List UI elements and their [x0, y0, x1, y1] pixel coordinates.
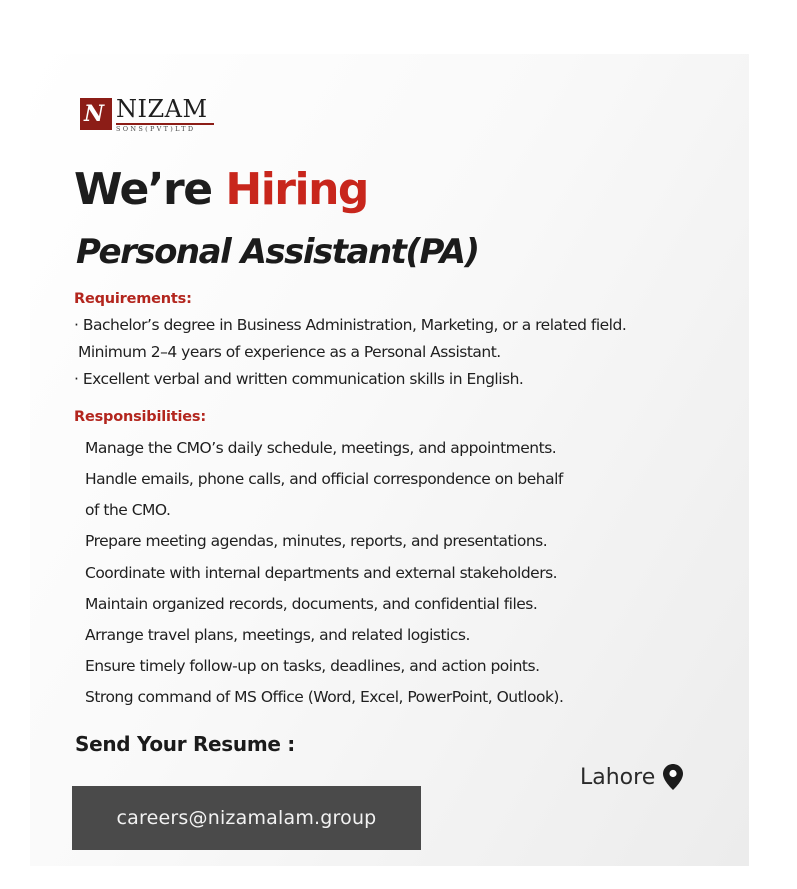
email-address[interactable]: careers@nizamalam.group [116, 807, 377, 829]
requirement-item: · Bachelor’s degree in Business Administration, Marketing, or a related field. [74, 316, 627, 334]
requirement-item: Minimum 2–4 years of experience as a Personal Assistant. [78, 343, 501, 361]
headline-part1: We’re [74, 164, 212, 215]
company-logo [80, 96, 220, 136]
logo-subtitle: SONS(PVT)LTD [116, 125, 196, 133]
location-city: Lahore [580, 764, 656, 790]
responsibility-item: Prepare meeting agendas, minutes, reports, and presentations. [85, 532, 548, 550]
responsibility-item: Coordinate with internal departments and external stakeholders. [85, 564, 558, 582]
responsibility-item: Maintain organized records, documents, and confidential files. [85, 595, 538, 613]
responsibility-item: Ensure timely follow-up on tasks, deadlines, and action points. [85, 657, 540, 675]
location-pin-icon [663, 764, 683, 790]
headline [74, 162, 368, 218]
email-contact-button[interactable] [72, 786, 421, 850]
responsibility-item: Strong command of MS Office (Word, Excel, PowerPoint, Outlook). [85, 688, 564, 706]
requirements-label: Requirements: [74, 291, 192, 307]
requirement-item: · Excellent verbal and written communication skills in English. [74, 370, 524, 388]
responsibility-item: Handle emails, phone calls, and official correspondence on behalf [85, 470, 563, 488]
responsibility-item: Manage the CMO’s daily schedule, meetings, and appointments. [85, 439, 557, 457]
responsibility-item: Arrange travel plans, meetings, and related logistics. [85, 626, 470, 644]
responsibilities-label: Responsibilities: [74, 409, 206, 425]
position-title: Personal Assistant(PA) [76, 232, 479, 272]
headline-part2: Hiring [225, 164, 368, 215]
send-resume-label: Send Your Resume : [75, 732, 296, 756]
location [580, 764, 683, 790]
responsibility-item: of the CMO. [85, 501, 171, 519]
logo-mark: N [80, 98, 112, 130]
logo-name: NIZAM [116, 95, 208, 123]
